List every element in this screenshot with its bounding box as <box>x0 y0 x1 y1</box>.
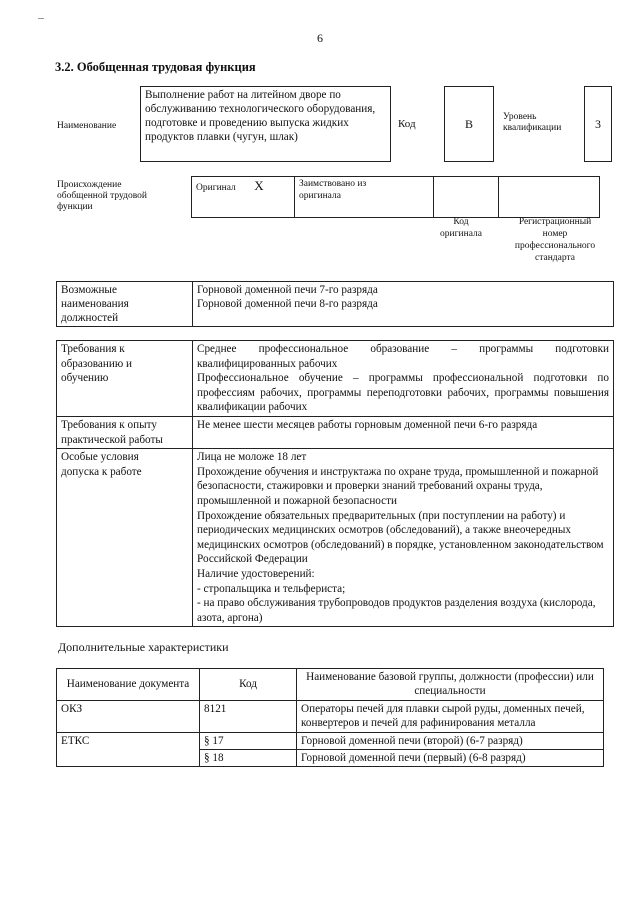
header-code: Код <box>200 669 297 701</box>
education-label <box>57 341 193 417</box>
reg-line-2: номер <box>542 229 568 239</box>
education-value <box>193 341 614 417</box>
level-label-line-1: Уровень <box>503 112 537 122</box>
education-item: Профессиональное обучение – программы профессиональной подготовки по профессиям рабочих, программы переподготовки рабочих, программы повышения квалификации рабочих <box>197 372 609 414</box>
conditions-label-line-2: допуска к работе <box>61 465 142 478</box>
experience-value: Не менее шести месяцев работы горновым доменной печи 6-го разряда <box>193 416 614 448</box>
origin-borrowed-cell <box>295 177 434 218</box>
level-value: 3 <box>584 86 612 162</box>
origin-label-line-1: Происхождение <box>57 180 122 190</box>
reg-number-caption <box>500 216 610 264</box>
condition-item: - на право обслуживания трубопроводов продуктов разделения воздуха (кислорода, азота, аргона) <box>197 597 596 624</box>
origin-borrowed-line-1: Заимствовано из <box>299 179 367 189</box>
reg-line-1: Регистрационный <box>518 217 592 227</box>
condition-item: Наличие удостоверений: <box>197 567 315 580</box>
code-cell: § 17 <box>200 732 297 749</box>
education-item: Среднее профессиональное образование – программы подготовки квалифицированных рабочих <box>197 343 609 370</box>
code-original-line-1: Код <box>453 217 469 227</box>
experience-label <box>57 416 193 448</box>
positions-label-line-1: Возможные <box>61 284 117 296</box>
name-label: Наименование <box>57 121 117 131</box>
level-label-line-2: квалификации <box>503 123 562 133</box>
position-item: Горновой доменной печи 7-го разряда <box>197 284 378 296</box>
code-original-caption <box>428 216 494 240</box>
group-name-cell: Горновой доменной печи (второй) (6-7 разряд) <box>297 732 604 749</box>
origin-label <box>57 180 147 213</box>
positions-label-line-2: наименования <box>61 298 129 310</box>
name-value: Выполнение работ на литейном дворе по обслуживанию технологического оборудования, подготовке и проведению выпуска жидких продуктов плавки (чугун, шлак) <box>140 86 391 162</box>
origin-table <box>191 176 600 218</box>
positions-label <box>57 282 193 327</box>
additional-title: Дополнительные характеристики <box>58 640 229 654</box>
education-label-line-1: Требования к <box>61 343 125 355</box>
education-label-line-2: образованию и <box>61 357 133 370</box>
origin-original-label: Оригинал <box>196 183 236 193</box>
conditions-label-line-1: Особые условия <box>61 451 139 464</box>
experience-label-line-1: Требования к опыту <box>61 418 157 431</box>
education-label-line-3: обучению <box>61 372 109 385</box>
condition-item: - стропальщика и тельфериста; <box>197 582 346 595</box>
additional-table <box>56 668 604 767</box>
group-name-cell: Операторы печей для плавки сырой руды, доменных печей, конвертеров и печей для рафинирования металла <box>297 700 604 732</box>
origin-reg-cell <box>499 177 600 218</box>
positions-values <box>193 282 614 327</box>
table-row <box>57 732 604 749</box>
origin-label-line-3: функции <box>57 202 93 212</box>
origin-borrowed-line-2: оригинала <box>299 191 341 201</box>
condition-item: Прохождение обязательных предварительных (при поступлении на работу) и периодических медицинских осмотров (обследований), а также внеочередных медицинских осмотров (обследований) в порядке, установленном законодательством Российской Федерации <box>197 509 604 566</box>
code-cell: 8121 <box>200 700 297 732</box>
conditions-label <box>57 449 193 627</box>
positions-label-line-3: должностей <box>61 312 119 324</box>
table-row <box>57 700 604 732</box>
reg-line-4: стандарта <box>535 253 575 263</box>
origin-code-cell <box>434 177 499 218</box>
section-title: 3.2. Обобщенная трудовая функция <box>55 60 256 74</box>
code-label: Код <box>398 118 416 130</box>
group-name-cell: Горновой доменной печи (первый) (6-8 разряд) <box>297 750 604 767</box>
origin-original-mark: X <box>254 178 264 193</box>
doc-name-cell: ОКЗ <box>57 700 200 732</box>
code-original-line-2: оригинала <box>440 229 482 239</box>
origin-label-line-2: обобщенной трудовой <box>57 191 147 201</box>
header-group-name: Наименование базовой группы, должности (профессии) или специальности <box>297 669 604 701</box>
level-label <box>503 112 561 134</box>
page-number: 6 <box>317 31 323 45</box>
doc-name-cell: ЕТКС <box>57 732 200 767</box>
conditions-value <box>193 449 614 627</box>
scan-mark <box>38 18 44 19</box>
experience-label-line-2: практической работы <box>61 433 163 446</box>
positions-table <box>56 281 614 327</box>
position-item: Горновой доменной печи 8-го разряда <box>197 298 378 310</box>
condition-item: Прохождение обучения и инструктажа по охране труда, промышленной и пожарной безопасности, стажировки и проверки знаний требований охраны труда, промышленной и пожарной безопасности <box>197 465 599 507</box>
header-doc-name: Наименование документа <box>57 669 200 701</box>
code-cell: § 18 <box>200 750 297 767</box>
reg-line-3: профессионального <box>514 241 596 251</box>
requirements-table <box>56 340 614 627</box>
condition-item: Лица не моложе 18 лет <box>197 451 307 464</box>
origin-original-cell <box>192 177 295 218</box>
code-value: B <box>444 86 494 162</box>
